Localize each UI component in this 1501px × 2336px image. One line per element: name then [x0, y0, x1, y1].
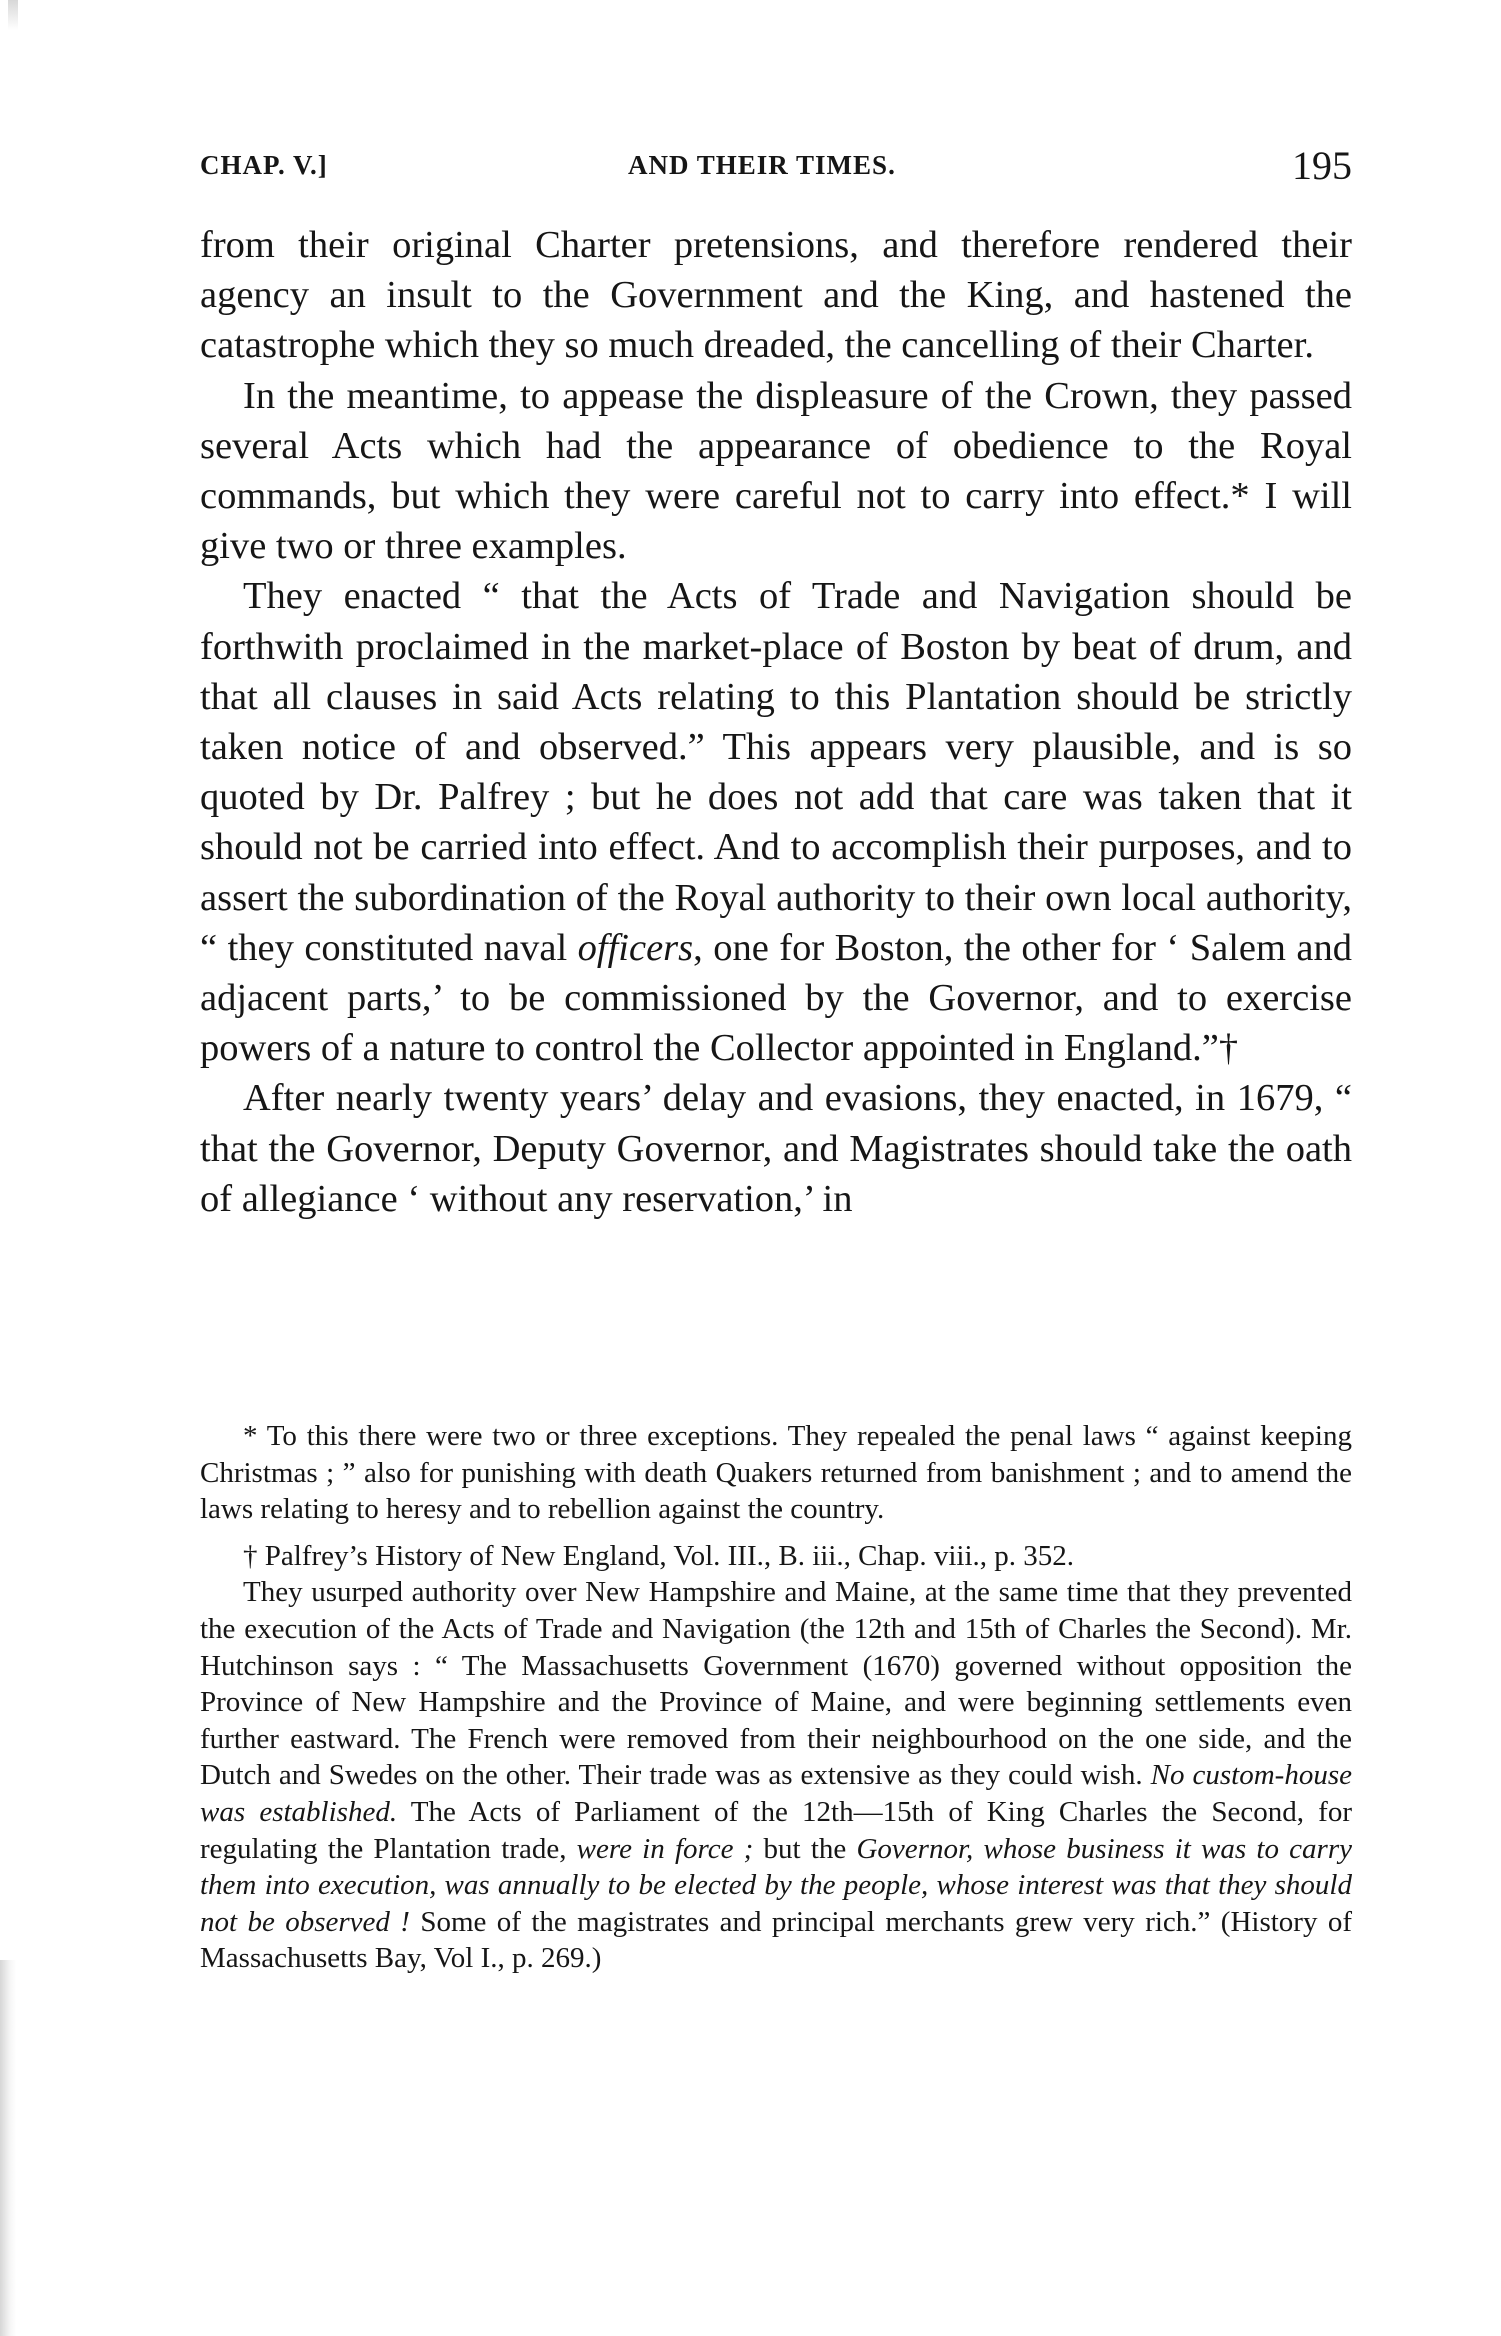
footnote-italic-2: were in force ; [576, 1832, 754, 1865]
footnote-star: * To this there were two or three exceptions. They repealed the penal laws “ against keeping Christmas ; ” also for punishing with death Quakers returned from banishment ; and to amend the laws relating to heresy and to rebellion against the country. [200, 1420, 1352, 1526]
page-number: 195 [1292, 143, 1352, 188]
footnote-italic-1: No custom-house was established. [200, 1759, 1352, 1828]
paragraph-3-part-b: , one for Boston, the other for ‘ Salem and adjacent parts,’ to be commissioned by the Governor, and to exercise powers of a nature to control the Collector appointed in England.”† [200, 926, 1352, 1070]
footnote-italic-3: Governor, whose business it was to carry them into execution, was annually to be elected by the people, whose interest was that they should not be observed ! [200, 1832, 1352, 1938]
footnotes [200, 1418, 1352, 1977]
footnote-continuation [200, 1574, 1352, 1977]
body-text [200, 220, 1352, 1224]
paragraph-3-part-a: They enacted “ that the Acts of Trade and Navigation should be forthwith proclaimed in the market-place of Boston by beat of drum, and that all clauses in said Acts relating to this Plantation should be strictly taken notice of and observed.” This appears very plausible, and is so quoted by Dr. Palfrey ; but he does not add that care was taken that it should not be carried into effect. And to accomplish their purposes, and to assert the subordination of the Royal authority to their own local authority, “ they constituted naval [200, 575, 1352, 969]
footnote-text-b: The Acts of Parliament of the 12th—15th of King Charles the Second, for regulating the Plantation trade, [200, 1795, 1352, 1865]
running-title: AND THEIR TIMES. [628, 150, 896, 180]
footnote-text-c: but the [753, 1832, 857, 1865]
running-header [200, 142, 1352, 192]
scan-edge-shadow-top [8, 0, 18, 30]
footnote-text-d: Some of the magistrates and principal merchants grew very rich.” (History of Massachusetts Bay, Vol I., p. 269.) [200, 1905, 1352, 1975]
paragraph-1: from their original Charter pretensions, and therefore rendered their agency an insult to the Government and the King, and hastened the catastrophe which they so much dreaded, the cancelling of their Charter. [200, 224, 1352, 367]
chapter-label: CHAP. V.] [200, 150, 328, 180]
paragraph-2: In the meantime, to appease the displeasure of the Crown, they passed several Acts which had the appearance of obedience to the Royal commands, but which they were careful not to carry into effect.* I will give two or three examples. [200, 374, 1352, 568]
paragraph-3 [200, 571, 1352, 1073]
paragraph-3-italic: officers [577, 926, 694, 969]
scan-edge-shadow [0, 1960, 16, 2336]
paragraph-4: After nearly twenty years’ delay and evasions, they enacted, in 1679, “ that the Governor, Deputy Governor, and Magistrates should take the oath of allegiance ‘ without any reservation,’ in [200, 1077, 1352, 1220]
footnote-text-a: They usurped authority over New Hampshire and Maine, at the same time that they prevented the execution of the Acts of Trade and Navigation (the 12th and 15th of Charles the Second). Mr. Hutchinson says : “ The Massachusetts Government (1670) governed without opposition the Province of New Hampshire and the Province of Maine, and were beginning settlements even further eastward. The French were removed from their neighbourhood on the one side, and the Dutch and Swedes on the other. Their trade was as extensive as they could wish. [200, 1576, 1352, 1792]
footnote-dagger: † Palfrey’s History of New England, Vol. III., B. iii., Chap. viii., p. 352. [243, 1539, 1075, 1572]
